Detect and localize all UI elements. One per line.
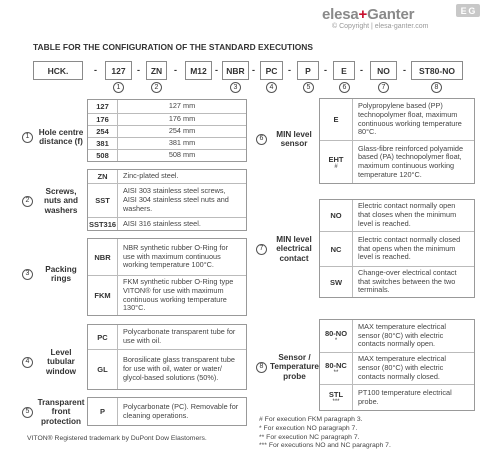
code-number-1: 1 bbox=[113, 82, 124, 93]
row-description: MAX temperature electrical sensor (80°C) with electric contacts normally closed. bbox=[358, 354, 447, 381]
code-box-packing: NBR bbox=[222, 61, 249, 80]
row-description: 508 mm bbox=[168, 150, 196, 160]
table-row bbox=[320, 140, 474, 183]
row-code: ZN bbox=[88, 170, 118, 183]
section-label-packing bbox=[22, 262, 86, 286]
trademark-note: VITON® Registered trademark by DuPont Dow Elastomers. bbox=[27, 435, 207, 442]
code-box-hck: HCK. bbox=[33, 61, 83, 80]
table-row bbox=[320, 266, 474, 297]
row-code bbox=[320, 385, 353, 410]
code-box-screws: ZN bbox=[146, 61, 167, 80]
row-code: 176 bbox=[88, 114, 118, 125]
table-temperature bbox=[319, 319, 475, 411]
table-row bbox=[320, 320, 474, 352]
table-min-contact bbox=[319, 199, 475, 298]
row-code: SST316 bbox=[88, 219, 117, 229]
table-packing bbox=[87, 238, 247, 316]
row-code bbox=[320, 99, 353, 140]
table-row bbox=[320, 384, 474, 410]
table-row bbox=[88, 239, 246, 275]
section-number: 3 bbox=[22, 269, 33, 280]
row-code: 254 bbox=[88, 126, 118, 137]
code-dash: - bbox=[94, 65, 97, 75]
code-number-3: 3 bbox=[230, 82, 241, 93]
table-hole-distance bbox=[87, 99, 247, 162]
row-description: 176 mm bbox=[168, 114, 196, 124]
page-title: TABLE FOR THE CONFIGURATION OF THE STANDARD EXECUTIONS bbox=[33, 42, 313, 52]
code-box-window: PC bbox=[260, 61, 283, 80]
row-code: 127 bbox=[88, 100, 118, 113]
footnotes bbox=[259, 416, 391, 451]
section-label-text: MIN level sensor bbox=[276, 129, 312, 148]
code-dash: - bbox=[137, 65, 140, 75]
footnote: # For execution FKM paragraph 3. bbox=[259, 416, 363, 423]
row-description: Polypropylene based (PP) technopolymer float, maximum continuous working temperature 80°C. bbox=[358, 101, 462, 137]
section-label-text: Hole centre distance (f) bbox=[38, 127, 84, 146]
code-dash: - bbox=[252, 65, 255, 75]
section-label-text: Sensor / Temperature probe bbox=[270, 352, 319, 381]
row-code: SST bbox=[88, 184, 118, 217]
table-row bbox=[88, 149, 246, 161]
section-number: 2 bbox=[22, 196, 33, 207]
logo-part2: Ganter bbox=[367, 5, 415, 23]
table-row bbox=[88, 349, 246, 389]
table-protection bbox=[87, 397, 247, 426]
row-description: Change-over electrical contact that switches between the two terminals. bbox=[358, 267, 457, 295]
row-code: NC bbox=[320, 232, 353, 266]
table-row bbox=[88, 398, 246, 425]
row-description: FKM synthetic rubber O-Ring type VITON® for use with maximum continuous working temperature 130°C. bbox=[123, 277, 234, 313]
row-code: FKM bbox=[88, 276, 118, 315]
row-code: 381 bbox=[88, 138, 118, 149]
row-description: Electric contact normally open that closes when the minimum level is reached. bbox=[358, 201, 457, 228]
row-code-text: EHT bbox=[328, 154, 344, 164]
table-row bbox=[88, 170, 246, 183]
section-label-text: Screws, nuts and washers bbox=[43, 186, 79, 215]
row-description: 381 mm bbox=[168, 138, 196, 148]
copyright-text: © Copyright | elesa-ganter.com bbox=[332, 23, 429, 30]
code-number-5: 5 bbox=[303, 82, 314, 93]
code-box-temperature: ST80-NO bbox=[411, 61, 463, 80]
section-number: 4 bbox=[22, 357, 33, 368]
code-number-8: 8 bbox=[431, 82, 442, 93]
code-box-protection: P bbox=[297, 61, 319, 80]
code-dash: - bbox=[288, 65, 291, 75]
row-description: 254 mm bbox=[168, 126, 196, 136]
row-code-text: E bbox=[333, 115, 339, 124]
section-label-protection bbox=[22, 397, 86, 427]
code-dash: - bbox=[215, 65, 218, 75]
row-description: NBR synthetic rubber O-Ring for use with maximum continuous working temperature 100°C. bbox=[123, 242, 229, 270]
section-number: 6 bbox=[256, 134, 267, 145]
table-row bbox=[320, 99, 474, 140]
row-code-footnote: ** bbox=[333, 370, 339, 376]
row-code: NBR bbox=[88, 239, 118, 275]
code-number-6: 6 bbox=[339, 82, 350, 93]
code-number-4: 4 bbox=[266, 82, 277, 93]
table-screws bbox=[87, 169, 247, 231]
table-row bbox=[88, 137, 246, 149]
table-window bbox=[87, 324, 247, 390]
table-row bbox=[320, 352, 474, 384]
logo-part1: elesa bbox=[322, 5, 359, 23]
table-row bbox=[88, 125, 246, 137]
table-row bbox=[88, 325, 246, 349]
configuration-code-row bbox=[33, 61, 473, 95]
row-code bbox=[320, 141, 353, 183]
section-number: 5 bbox=[22, 407, 33, 418]
section-label-text: Level tubular window bbox=[45, 347, 76, 376]
row-description: AISI 303 stainless steel screws, AISI 304 stainless steel nuts and washers. bbox=[123, 186, 229, 213]
footnote: *** For executions NO and NC paragraph 7. bbox=[259, 442, 391, 450]
section-number: 8 bbox=[256, 362, 267, 373]
section-label-screws bbox=[22, 183, 86, 219]
code-number-7: 7 bbox=[378, 82, 389, 93]
section-label-hole-distance bbox=[22, 120, 86, 154]
row-code-footnote: # bbox=[334, 163, 338, 170]
code-box-thread: M12 bbox=[185, 61, 212, 80]
logo-plus: + bbox=[358, 5, 368, 23]
row-code: NO bbox=[320, 200, 353, 231]
footnote: * For execution NO paragraph 7. bbox=[259, 424, 358, 432]
row-code-footnote: *** bbox=[332, 399, 340, 405]
row-description: Zinc-plated steel. bbox=[123, 171, 179, 181]
section-label-temperature bbox=[256, 349, 318, 385]
section-label-window bbox=[22, 344, 86, 380]
table-row bbox=[88, 100, 246, 113]
section-number: 7 bbox=[256, 244, 267, 255]
row-description: 127 mm bbox=[168, 101, 196, 111]
code-number-2: 2 bbox=[151, 82, 162, 93]
row-code-text: 80-NO bbox=[324, 328, 348, 338]
brand-badge: E G bbox=[456, 4, 480, 17]
code-box-sensor: E bbox=[333, 61, 355, 80]
footnote: ** For execution NC paragraph 7. bbox=[259, 433, 360, 441]
code-dash: - bbox=[324, 65, 327, 75]
code-dash: - bbox=[403, 65, 406, 75]
row-code: 508 bbox=[88, 150, 118, 161]
row-code: PC bbox=[88, 325, 118, 349]
row-code: SW bbox=[320, 267, 353, 297]
table-row bbox=[320, 231, 474, 266]
row-code bbox=[320, 320, 353, 352]
section-label-text: MIN level electrical contact bbox=[276, 234, 312, 263]
table-row bbox=[88, 183, 246, 217]
section-label-text: Packing rings bbox=[45, 264, 77, 283]
row-description: MAX temperature electrical sensor (80°C) with electric contacts normally open. bbox=[358, 321, 447, 349]
row-description: Glass-fibre reinforced polyamide based (PA) technopolymer float, maximum continuous working temperature 120°C. bbox=[358, 143, 464, 179]
row-description: Polycarbonate transparent tube for use with oil. bbox=[123, 327, 236, 345]
table-row bbox=[88, 217, 246, 230]
table-row bbox=[320, 200, 474, 231]
row-description: Electric contact normally closed that opens when the minimum level is reached. bbox=[358, 234, 461, 262]
row-description: Borosilicate glass transparent tube for use with oil, water or water/ glycol-based solutions (50%). bbox=[123, 355, 235, 382]
section-label-min-contact bbox=[256, 227, 318, 271]
code-box-distance: 127 bbox=[105, 61, 132, 80]
code-box-contact: NO bbox=[370, 61, 397, 80]
row-description: AISI 316 stainless steel. bbox=[123, 218, 201, 228]
row-code bbox=[320, 353, 353, 384]
table-min-sensor bbox=[319, 98, 475, 184]
row-code-text: STL bbox=[328, 390, 344, 399]
section-label-text: Transparent front protection bbox=[37, 397, 85, 426]
row-code-text: 80-NC bbox=[325, 361, 347, 370]
section-label-min-sensor bbox=[256, 126, 318, 152]
brand-logo bbox=[322, 4, 414, 24]
code-dash: - bbox=[174, 65, 177, 75]
row-description: Polycarbonate (PC). Removable for cleaning operations. bbox=[123, 401, 239, 420]
row-description: PT100 temperature electrical probe. bbox=[358, 387, 452, 406]
table-row bbox=[88, 113, 246, 125]
code-dash: - bbox=[360, 65, 363, 75]
row-code: GL bbox=[88, 350, 118, 389]
row-code-footnote: * bbox=[334, 337, 338, 344]
table-row bbox=[88, 275, 246, 315]
section-number: 1 bbox=[22, 132, 33, 143]
row-code: P bbox=[88, 398, 118, 425]
